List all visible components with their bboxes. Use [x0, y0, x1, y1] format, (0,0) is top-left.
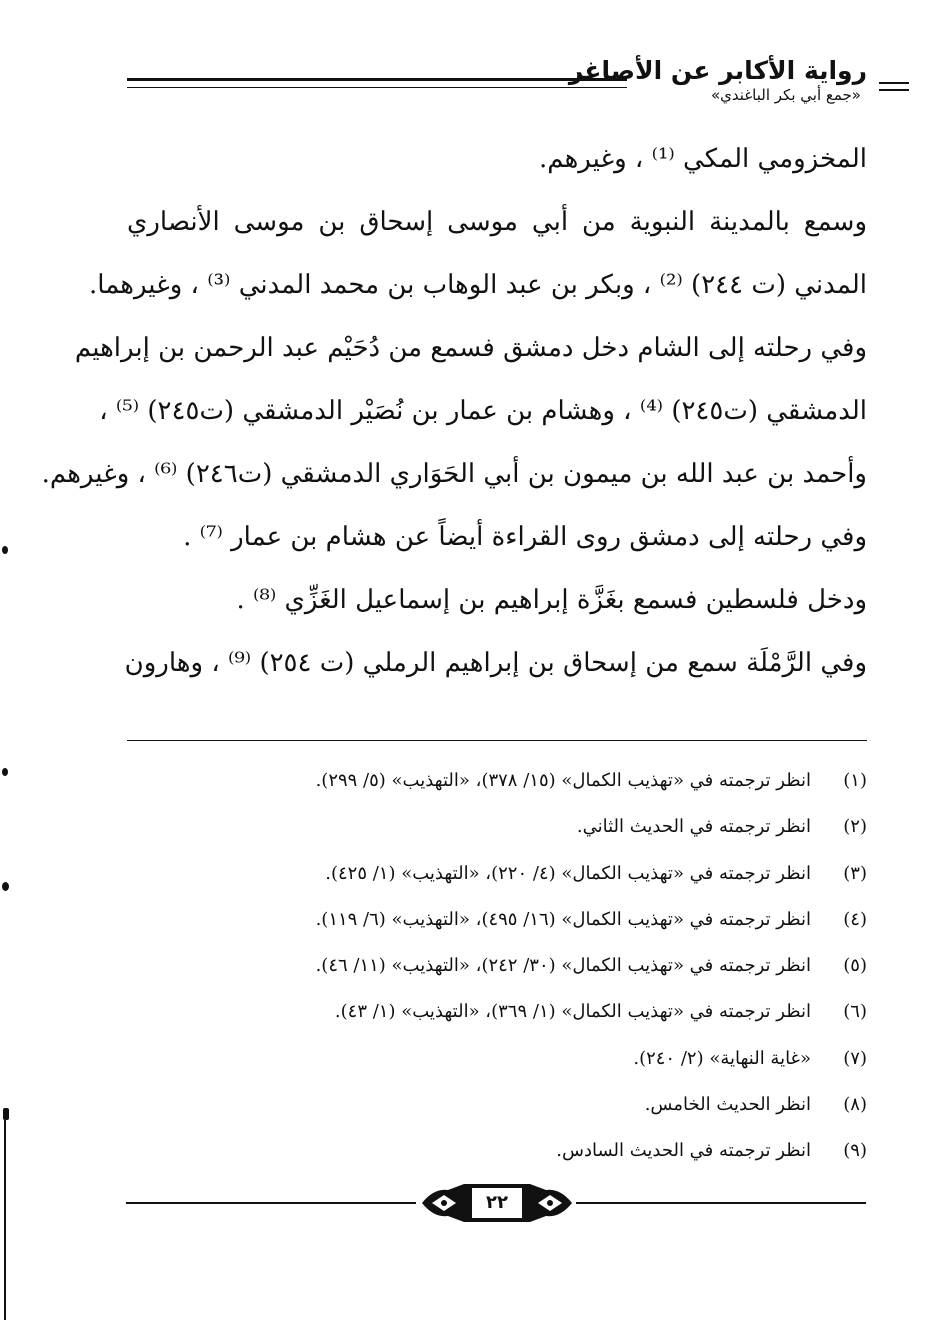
scan-edge-mark	[3, 1108, 9, 1120]
text-line: وأحمد بن عبد الله بن ميمون بن أبي الحَوَاري الدمشقي (ت٢٤٦) ⁽⁶⁾ ، وغيرهم.	[41, 459, 867, 489]
book-subtitle: «جمع أبي بكر الباغندي»	[711, 86, 861, 104]
footnote-number: (٥)	[843, 955, 867, 977]
header-rule	[127, 78, 627, 88]
scan-edge-mark	[2, 768, 8, 776]
footnote-number: (٣)	[843, 862, 867, 884]
running-header	[127, 52, 867, 112]
footnote-number: (٦)	[843, 1001, 867, 1023]
footnote-number: (٤)	[843, 908, 867, 930]
footnote-number: (١)	[843, 770, 867, 791]
footnote-number: (٧)	[843, 1047, 867, 1069]
text-line: وفي الرَّمْلَة سمع من إسحاق بن إبراهيم الرملي (ت ٢٥٤) ⁽⁹⁾ ، وهارون	[124, 648, 867, 678]
footnote-item	[127, 804, 867, 850]
footnote-item	[127, 758, 867, 804]
footnote-item	[127, 943, 867, 989]
page-footer	[126, 1180, 866, 1226]
footnote-text: انظر الحديث الخامس.	[644, 1094, 811, 1116]
header-ornament	[879, 82, 909, 91]
text-line: الدمشقي (ت٢٤٥) ⁽⁴⁾ ، وهشام بن عمار بن نُصَيْر الدمشقي (ت٢٤٥) ⁽⁵⁾ ،	[99, 396, 867, 426]
footnote-text: انظر ترجمته في «تهذيب الكمال» (١/ ٣٦٩)، «التهذيب» (١/ ٤٣).	[334, 1001, 811, 1023]
footnote-text: انظر ترجمته في الحديث السادس.	[556, 1140, 811, 1162]
main-text	[41, 128, 867, 695]
scan-edge-mark	[2, 546, 8, 554]
footnote-text: انظر ترجمته في الحديث الثاني.	[576, 816, 811, 838]
text-line: المدني (ت ٢٤٤) ⁽²⁾ ، وبكر بن عبد الوهاب بن محمد المدني ⁽³⁾ ، وغيرهما.	[89, 270, 867, 300]
footnote-number: (٨)	[843, 1094, 867, 1116]
scan-edge-line	[4, 1120, 6, 1320]
footnote-item	[127, 1128, 867, 1174]
footnote-text: انظر ترجمته في «تهذيب الكمال» (٤/ ٢٢٠)، «التهذيب» (١/ ٤٢٥).	[325, 862, 811, 884]
footnotes	[127, 758, 867, 1175]
text-line: وفي رحلته إلى الشام دخل دمشق فسمع من دُحَيْم عبد الرحمن بن إبراهيم	[74, 333, 867, 363]
footnote-text: انظر ترجمته في «تهذيب الكمال» (١٥/ ٣٧٨)، «التهذيب» (٥/ ٢٩٩).	[315, 770, 811, 791]
text-line: المخزومي المكي ⁽¹⁾ ، وغيرهم.	[539, 144, 867, 174]
text-line: وسمع بالمدينة النبوية من أبي موسى إسحاق بن موسى الأنصاري	[127, 207, 867, 237]
footnote-text: انظر ترجمته في «تهذيب الكمال» (١٦/ ٤٩٥)، «التهذيب» (٦/ ١١٩).	[315, 908, 811, 930]
footnote-item	[127, 1082, 867, 1128]
footnote-number: (٩)	[843, 1140, 867, 1162]
footer-rule-left	[126, 1202, 416, 1204]
book-title: رواية الأكابر عن الأصاغر	[568, 56, 867, 85]
text-line: ودخل فلسطين فسمع بغَزَّة إبراهيم بن إسماعيل الغَزِّي ⁽⁸⁾ .	[236, 585, 867, 615]
footnote-item	[127, 851, 867, 897]
scan-edge-mark	[2, 882, 9, 891]
page-number: ٢٢	[472, 1188, 522, 1218]
footnote-text: انظر ترجمته في «تهذيب الكمال» (٣٠/ ٢٤٢)، «التهذيب» (١١/ ٤٦).	[315, 955, 811, 977]
footer-rule-right	[576, 1202, 866, 1204]
footnote-item	[127, 897, 867, 943]
footnote-item	[127, 989, 867, 1035]
footnote-separator	[127, 740, 867, 741]
text-line: وفي رحلته إلى دمشق روى القراءة أيضاً عن هشام بن عمار ⁽⁷⁾ .	[183, 522, 867, 552]
footnote-number: (٢)	[843, 816, 867, 838]
footnote-text: «غاية النهاية» (٢/ ٢٤٠).	[633, 1047, 811, 1069]
footnote-item	[127, 1036, 867, 1082]
